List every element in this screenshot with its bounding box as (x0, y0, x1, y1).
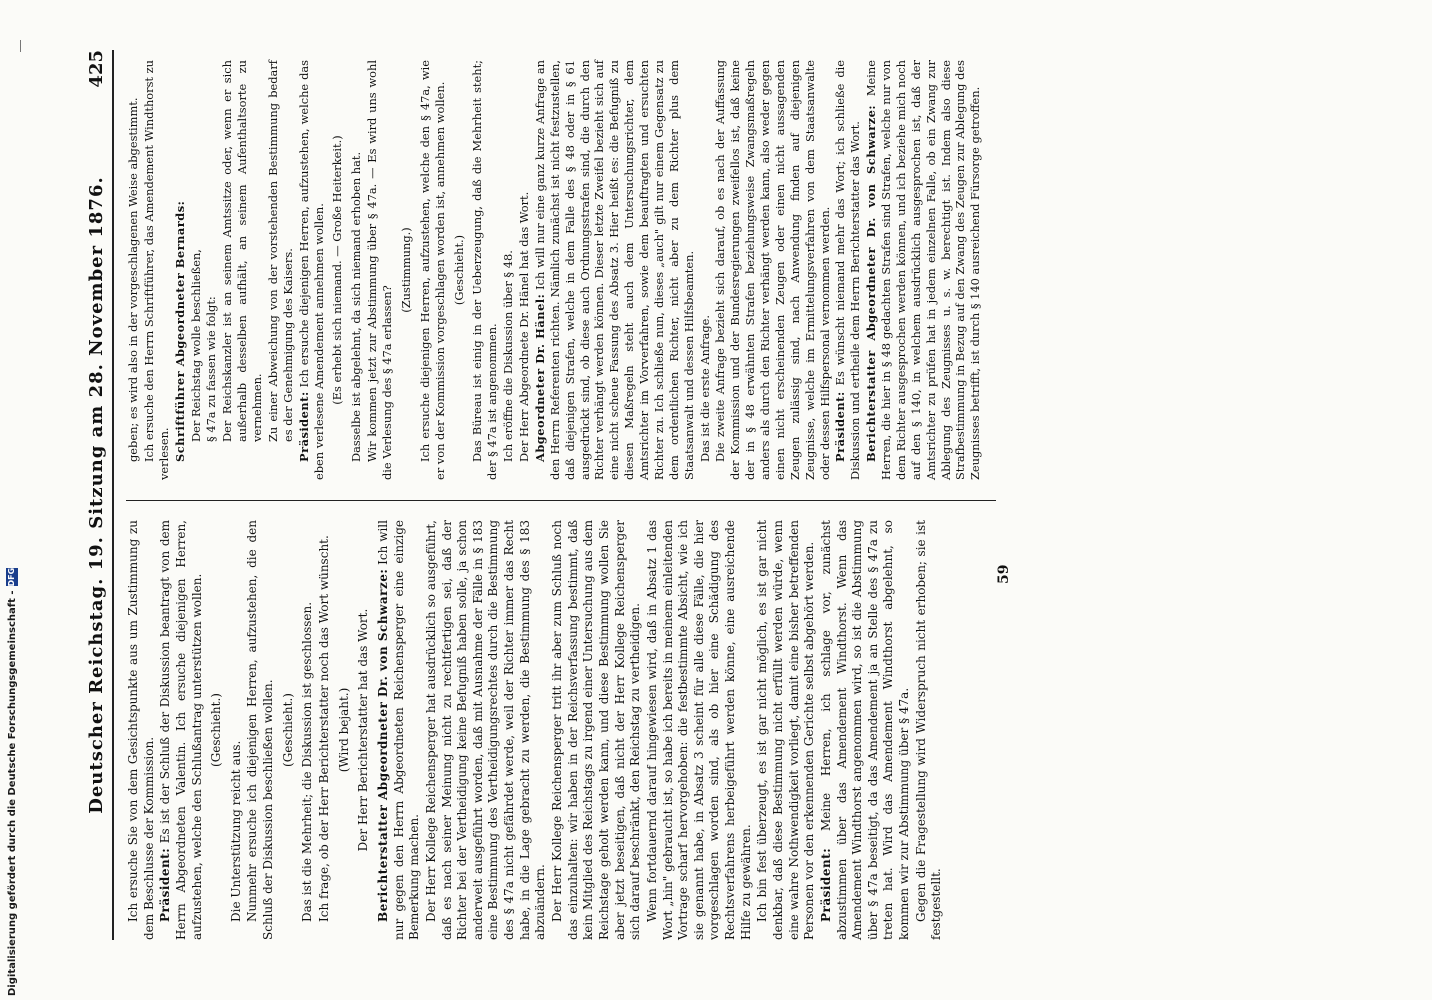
text-paragraph: Der Herr Kollege Reichensperger hat ausdrücklich so ausgeführt, daß es nach seiner Meinung nicht zu rechtfertigen sei, daß der Richter bei der Vertheidigung keine Befugniß haben solle, ja schon anderweit ausgeführt worden, daß mit Ausnahme der Fälle in § 183 eine Bestimmung des Vertheidigungsrechtes durch die Bestimmung des § 47a nicht gefährdet werde, weil der Richter immer das Recht habe, in die Lage gebracht zu werden, die Bestimmung des § 183 abzuändern. (423, 520, 548, 940)
text-paragraph: Ich ersuche Sie von dem Gesichtspunkte aus um Zustimmung zu dem Beschlusse der Kommission. (126, 520, 156, 940)
text-paragraph: Ich eröffne die Diskussion über § 48. (501, 250, 516, 462)
text-paragraph: Wenn fortdauernd darauf hingewiesen wird, daß in Absatz 1 das Wort „hin" gebraucht ist, so habe ich bereits in meinem einleitenden Vortrage scharf hervorgehoben: die festbestimmte Absicht, wie ich sie genannt habe, in Absatz 3 scheint für alle diese Fälle, die hier vorgeschlagen worden sind, als ob hier eine Schädigung des Rechtsverfahrens herbeigeführt werden könne, eine ausreichende Hilfe zu gewähren. (644, 520, 753, 940)
stage-direction: (Wird bejaht.) (336, 687, 351, 773)
speech-text: Es ist der Schluß der Diskussion beantragt von dem Herrn Abgeordneten Valentin. Ich ersuche diejenigen Herren, aufzustehen, welche den Schlußantrag unterstützen wollen. (158, 520, 204, 940)
speaker-name: Berichterstatter Abgeordneter Dr. von Schwarze: (864, 104, 879, 462)
stage-direction: Der Herr Berichterstatter hat das Wort. (356, 608, 371, 852)
speaker-name: Schriftführer Abgeordneter Bernards: (172, 200, 187, 462)
speech-text: Meine Herren, die hier in § 48 gedachten Strafen sind Strafen, welche nur von dem Richter ausgesprochen werden können, und ich beziehe mich noch auf den § 140, in welchem ausdrücklich ausgesprochen ist, daß der Amtsrichter zu prüfen hat in jedem einzelnen Falle, ob ein Zwang zur Ablegung des Zeugnisses u. s. w. berechtigt ist. Indem also diese Strafbestimmung in Bezug auf den Zwang des Zeugen zur Ablegung des Zeugnisses betrifft, ist durch § 140 ausreichend Fürsorge getroffen. (864, 60, 983, 480)
digitization-note-text: Digitalisierung gefördert durch die Deutsche Forschungsgemeinschaft - (6, 590, 18, 996)
dfg-logo-icon: DFG (7, 567, 16, 587)
text-paragraph: geben; es wird also in der vorgeschlagenen Weise abgestimmt. (126, 97, 140, 462)
speech-paragraph (819, 520, 913, 940)
stage-direction: (Geschieht.) (280, 693, 295, 767)
quoted-motion-text: § 47a zu fassen wie folgt: (204, 296, 219, 442)
speaker-name: Präsident: (833, 391, 848, 462)
text-paragraph: Ich ersuche diejenigen Herren, aufzustehen, welche den § 47a, wie er von der Kommission vorgeschlagen worden ist, annehmen wollen. (417, 60, 447, 480)
stage-direction: (Es erhebt sich niemand. — Große Heiterkeit.) (330, 135, 345, 405)
speech-paragraph (158, 520, 205, 940)
column-divider (126, 500, 996, 501)
margin-mark (20, 40, 21, 52)
text-paragraph: Die zweite Anfrage bezieht sich darauf, ob es nach der Auffassung der Kommission und der Bundesregierungen zweifellos ist, daß keine der in § 48 erwähnten Strafen beziehungsweise Zwangsmaßregeln anders als durch den Richter verhängt werden kann, also weder gegen einen nicht erscheinenden Zeugen oder einen nicht aussagenden Zeugen zulässig sind, nach Anwendung finden auf diejenigen Zeugnisse, welche im Ermittelungsverfahren von dem Staatsanwalte oder dessen Hilfspersonal vernommen werden. (713, 60, 832, 480)
speech-text: Ich will nur eine ganz kurze Anfrage an den Herrn Referenten richten. Nämlich zunächst ist nicht festzustellen, daß diejenigen Strafen, welche in dem Falle des § 48 oder in § 61 ausgedrückt sind, ob diese auch Ordnungsstrafen sind, die durch den Richter verhängt werden können. Dieser letzte Zweifel bezieht sich auf eine nicht scheue Fassung des Absatz 3. Hier heißt es: die Befugniß zu diesen Maßregeln steht auch dem Untersuchungsrichter, dem Amtsrichter im Vorverfahren, sowie dem beauftragten und ersuchten Richter zu. Ich schließe nun, dieses „auch" gilt nur einem Gegensatz zu dem ordentlichen Richter, nicht aber zu dem Richter plus dem Staatsanwalt und dessen Hilfsbeamten. (532, 60, 696, 480)
quoted-motion-text: Der Reichskanzler ist an seinem Amtssitze oder, wenn er sich außerhalb desselben aufhält, an seinem Aufenthaltsorte zu vernehmen. (220, 60, 264, 442)
text-paragraph: Der Herr Kollege Reichensperger tritt ihr aber zum Schluß noch das einzuhalten: wir haben in der Reichsverfassung bestimmt, daß kein Mitglied des Reichstags zu irgend einer Untersuchung aus dem Reichstage geholt werden kann, und diese Bestimmung wollen Sie aber jetzt beseitigen, daß nicht der Herr Kollege Reichensperger sich darauf beschränkt, den Reichstag zu vertheidigen. (550, 520, 643, 940)
speech-paragraph (297, 60, 327, 480)
speaker-name: Präsident: (158, 847, 173, 922)
stage-direction: (Geschieht.) (209, 693, 224, 767)
text-paragraph: Ich ersuche den Herrn Schriftführer, das Amendement Windthorst zu verlesen. (141, 60, 171, 480)
text-paragraph: Das ist die Mehrheit; die Diskussion ist geschlossen. (300, 601, 315, 922)
speaker-name: Präsident: (818, 847, 833, 922)
text-paragraph: Nunmehr ersuche ich diejenigen Herren, aufzustehen, die den Schluß der Diskussion beschließen wollen. (245, 520, 276, 940)
left-column (126, 520, 946, 940)
text-paragraph: Der Herr Abgeordnete Dr. Hänel hat das Wort. (517, 191, 531, 462)
signature-mark: 59 (996, 564, 1012, 584)
text-paragraph: Das ist die erste Anfrage. (697, 314, 712, 462)
text-paragraph: Dasselbe ist abgelehnt, da sich niemand erhoben hat. (349, 151, 364, 462)
speech-text: Es wünscht niemand mehr das Wort; ich schließe die Diskussion und ertheile dem Herrn Berichterstatter das Wort. (833, 60, 863, 480)
right-column (126, 60, 984, 480)
speech-text: Ich ersuche diejenigen Herren, aufzustehen, welche das eben verlesene Amendement annehmen wollen. (296, 59, 326, 480)
quoted-motion-text: Der Reichstag wolle beschließen, (188, 249, 203, 442)
text-paragraph: Die Unterstützung reicht aus. (228, 740, 243, 922)
speaker-name: Präsident: (296, 391, 311, 462)
text-paragraph: Gegen die Fragestellung wird Widerspruch nicht erhoben; sie ist festgestellt. (913, 520, 944, 940)
running-header (84, 50, 114, 940)
text-paragraph: Wir kommen jetzt zur Abstimmung über § 47a. — Es wird uns wohl die Verlesung des § 47a erlassen? (365, 60, 394, 480)
speech-paragraph (833, 60, 863, 480)
header-title: Deutscher Reichstag. 19. Sitzung am 28. November 1876. (86, 176, 107, 814)
speech-paragraph (376, 520, 423, 940)
stage-direction: (Geschieht.) (451, 234, 466, 306)
text-paragraph: Ich frage, ob der Herr Berichterstatter noch das Wort wünscht. (317, 535, 332, 922)
speech-paragraph (173, 60, 188, 480)
text-paragraph: Das Büreau ist einig in der Ueberzeugung, daß die Mehrheit steht; der § 47a ist angenommen. (470, 60, 500, 480)
speech-paragraph (533, 60, 697, 480)
speech-text: Meine Herren, ich schlage vor, zunächst abzustimmen über das Amendement Windthorst. Wenn das Amendement Windthorst angenommen wird, so ist die Abstimmung über § 47a beseitigt, da das Amendement ja an Stelle des § 47a zu treten hat. Wird das Amendement Windthorst abgelehnt, so kommen wir zur Abstimmung über § 47a. (818, 520, 912, 940)
quoted-motion-text: Zu einer Abweichung von der vorstehenden Bestimmung bedarf es der Genehmigung des Kaisers. (265, 60, 295, 442)
rotated-page-content (66, 20, 1366, 980)
digitization-note (2, 567, 22, 996)
text-paragraph: Ich bin fest überzeugt, es ist gar nicht möglich, es ist gar nicht denkbar, daß diese Bestimmung nicht erfüllt werden würde, wenn eine wahre Nothwendigkeit vorliegt, damit eine bisher betreffenden Personen vor den erkennenden Gerichte selbst abgehört werden. (755, 520, 817, 940)
page-number: 425 (86, 50, 107, 88)
speaker-name: Abgeordneter Dr. Hänel: (532, 293, 547, 462)
stage-direction: (Zustimmung.) (398, 227, 413, 313)
speaker-name: Berichterstatter Abgeordneter Dr. von Schwarze: (375, 568, 390, 922)
speech-text: Ich will nur gegen den Herrn Abgeordneten Reichensperger eine einzige Bemerkung machen. (375, 520, 422, 940)
speech-paragraph (864, 60, 983, 480)
